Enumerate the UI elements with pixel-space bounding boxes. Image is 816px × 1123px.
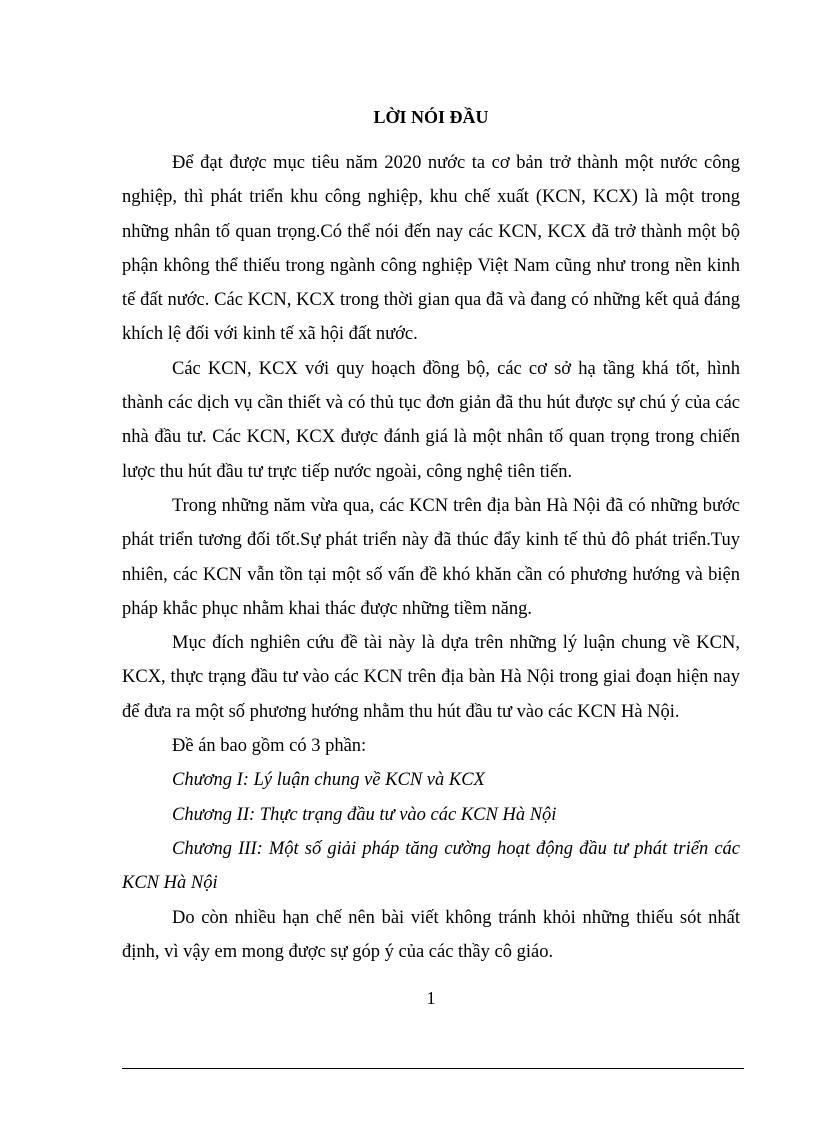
chapter-2: Chương II: Thực trạng đầu tư vào các KCN Hà Nội [172, 804, 557, 825]
chapter-1: Chương I: Lý luận chung về KCN và KCX [172, 770, 485, 791]
paragraph-research-purpose: Mục đích nghiên cứu đề tài này là dựa trên những lý luận chung về KCN, KCX, thực trạng đầu tư vào các KCN trên địa bàn Hà Nội trong giai đoạn hiện nay để đưa ra một số phương hướng nhằm thu hút đầu tư vào các KCN Hà Nội. [122, 633, 740, 722]
paragraph-intro: Để đạt được mục tiêu năm 2020 nước ta cơ bản trở thành một nước công nghiệp, thì phát triển khu công nghiệp, khu chế xuất (KCN, KCX) là một trong những nhân tố quan trọng.Có thể nói đến nay các KCN, KCX đã trở thành một bộ phận không thể thiếu trong ngành công nghiệp Việt Nam cũng như trong nền kinh tế đất nước. Các KCN, KCX trong thời gian qua đã và đang có những kết quả đáng khích lệ đối với kinh tế xã hội đất nước. [122, 153, 740, 345]
paragraph-structure: Đề án bao gồm có 3 phần: [172, 736, 367, 757]
chapter-3: Chương III: Một số giải pháp tăng cường hoạt động đầu tư phát triển các KCN Hà Nội [122, 838, 740, 894]
page-title: LỜI NÓI ĐẦU [373, 107, 489, 127]
paragraph-kcn-planning: Các KCN, KCX với quy hoạch đồng bộ, các cơ sở hạ tầng khá tốt, hình thành các dịch vụ cần thiết và có thủ tục đơn giản đã thu hút được sự chú ý của các nhà đầu tư. Các KCN, KCX được đánh giá là một nhân tố quan trọng trong chiến lược thu hút đầu tư trực tiếp nước ngoài, công nghệ tiên tiến. [122, 358, 740, 482]
page-number: 1 [426, 988, 436, 1008]
paragraph-hanoi-development: Trong những năm vừa qua, các KCN trên địa bàn Hà Nội đã có những bước phát triển tương đối tốt.Sự phát triển này đã thúc đẩy kinh tế thủ đô phát triển.Tuy nhiên, các KCN vẫn tồn tại một số vấn đề khó khăn cần có phương hướng và biện pháp khắc phục nhằm khai thác được những tiềm năng. [122, 495, 740, 619]
footer-divider [122, 1068, 744, 1069]
paragraph-closing: Do còn nhiều hạn chế nên bài viết không tránh khỏi những thiếu sót nhất định, vì vậy em mong được sự góp ý của các thầy cô giáo. [122, 907, 740, 962]
document-body [122, 146, 740, 969]
